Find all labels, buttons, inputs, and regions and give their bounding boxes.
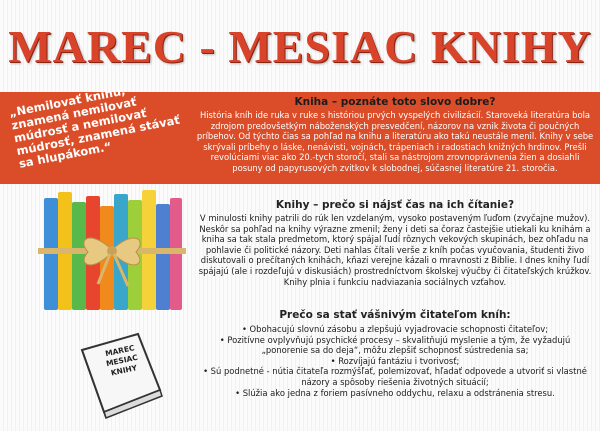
section1-text: História kníh ide ruka v ruke s históriou prvých vyspelých civilizácií. Staroveká literatúra bola zdrojom predovšetkým náboženských presvedčení, názorov na vznik života či poučných príbehov. Od týchto čias sa pohľad na knihu a literatúru ako takú neustále menil. Knihy v sebe skrývali príbehy o láske, nenávisti, vojnách, trápeniach i radostiach knižných hrdinov. Prešli revolúciami viac ako 20.-tych storočí, stali sa nástrojom zrovnoprávnenia žien a dosiahli posuny od papyrusových zvitkov k slobodnej, súčasnej literatúre 21. storočia.	[196, 110, 594, 173]
list-item: • Rozvíjajú fantáziu i tvorivosť;	[330, 355, 460, 366]
book-stack-illustration	[38, 188, 186, 316]
list-item: • Pozitívne ovplyvňujú psychické procesy – skvalitňujú myslenie a tým, že vyžadujú „ponorenie sa do deja“, môžu zlepšiť schopnosť sústredenia sa;	[219, 334, 571, 356]
section3-heading: Prečo sa stať vášnivým čitateľom kníh:	[279, 309, 511, 321]
section2-heading: Knihy – prečo si nájsť čas na ich čítanie?	[275, 199, 515, 211]
benefits-list	[196, 324, 594, 398]
list-item: • Slúžia ako jedna z foriem pasívneho oddychu, relaxu a odstránenia stresu.	[235, 387, 555, 398]
book-quote: „Nemilovať knihu, znamená nemilovať múdrosť a nemilovať múdrosť, znamená stávať sa hlupákom.“	[7, 83, 181, 171]
booklet-label: MAREC MESIAC KNIHY	[104, 343, 139, 378]
section2-text: V minulosti knihy patrili do rúk len vzdelaným, vysoko postaveným ľuďom (zvyčajne mužov). Neskôr sa pohľad na knihy výrazne zmenil; ženy i deti sa čoraz častejšie utiekali ku knihám a kniha sa tak stala predmetom, ktorý spájal ľudí rôznych vekových skupinách, bez ohľadu na pohlavie či politické názory. Deti nahlas čítali verše z kníh počas vyučovania, študenti živo diskutovali o prečítaných knihách, kňazi verejne kázali o mravnosti z Biblie. I dnes knihy ľudí spájajú (ale i rozdeľujú v diskusiách) prostredníctvom školskej výučby či čitateľských krúžkov. Knihy plnia i funkciu nadviazania sociálnych vzťahov.	[198, 213, 592, 287]
list-item: • Sú podnetné - nútia čitateľa rozmýšľať, polemizovať, hľadať odpovede a utvoriť si vlastné názory a spôsoby riešenia životných situácií;	[203, 366, 587, 387]
list-item: • Obohacujú slovnú zásobu a zlepšujú vyjadrovacie schopnosti čitateľov;	[241, 324, 549, 334]
section1-heading: Kniha – poznáte toto slovo dobre?	[294, 96, 496, 108]
page-title: MAREC - MESIAC KNIHY	[8, 21, 592, 72]
